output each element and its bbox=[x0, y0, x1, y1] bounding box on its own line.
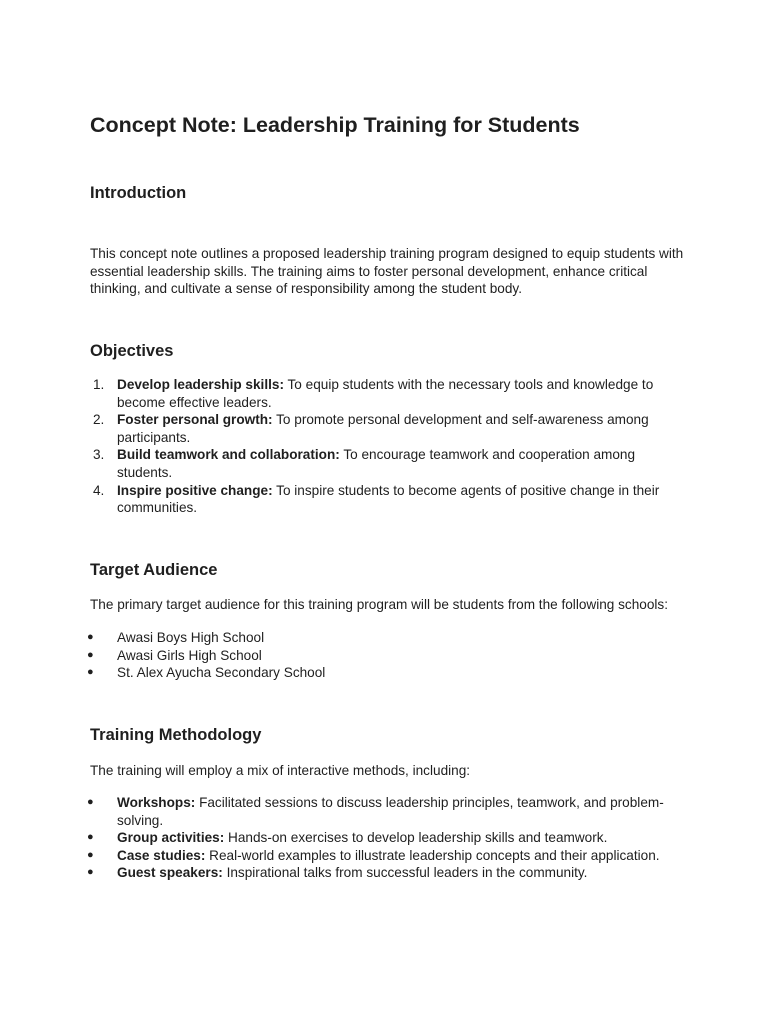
introduction-paragraph: This concept note outlines a proposed leadership training program designed to equip students with essential leadership skills. The training aims to foster personal development, enhance critical thinking, and cultivate a sense of responsibility among the student body. bbox=[90, 246, 684, 297]
method-text: Facilitated sessions to discuss leadership principles, teamwork, and problem-solving. bbox=[117, 795, 664, 828]
method-term: Guest speakers: bbox=[117, 865, 223, 881]
objective-term: Build teamwork and collaboration: bbox=[117, 447, 340, 463]
objective-item bbox=[90, 482, 690, 517]
methodology-item bbox=[87, 847, 690, 865]
objective-text: To equip students with the necessary tools and knowledge to become effective leaders. bbox=[117, 377, 654, 410]
methodology-list bbox=[87, 794, 690, 882]
objective-term: Develop leadership skills: bbox=[117, 377, 284, 392]
school-item bbox=[87, 629, 690, 647]
methodology-paragraph: The training will employ a mix of interactive methods, including: bbox=[90, 763, 471, 778]
methodology-item bbox=[87, 829, 690, 847]
method-term: Group activities: bbox=[117, 830, 225, 846]
bullet-icon: ● bbox=[87, 631, 94, 643]
objective-item bbox=[90, 376, 690, 411]
school-item bbox=[87, 664, 690, 682]
method-text: Real-world examples to illustrate leadership concepts and their application. bbox=[205, 847, 660, 863]
method-text: Inspirational talks from successful leaders in the community. bbox=[222, 865, 588, 881]
objective-item bbox=[90, 446, 690, 481]
school-name: Awasi Girls High School bbox=[117, 647, 262, 663]
bullet-icon: ● bbox=[87, 666, 94, 679]
target-audience-heading: Target Audience bbox=[90, 561, 218, 579]
objective-text: To promote personal development and self-awareness among participants. bbox=[117, 412, 649, 445]
school-item bbox=[87, 647, 690, 665]
objectives-list bbox=[90, 376, 690, 517]
bullet-icon: ● bbox=[87, 866, 94, 879]
bullet-icon: ● bbox=[87, 848, 94, 861]
bullet-icon: ● bbox=[87, 796, 94, 808]
introduction-heading: Introduction bbox=[90, 184, 187, 202]
list-number: 1. bbox=[93, 377, 105, 392]
bullet-icon: ● bbox=[87, 648, 94, 661]
method-term: Workshops: bbox=[117, 795, 196, 810]
methodology-item bbox=[87, 794, 690, 829]
schools-list bbox=[87, 629, 690, 682]
methodology-item bbox=[87, 864, 690, 882]
document-title: Concept Note: Leadership Training for Students bbox=[90, 113, 580, 137]
objectives-heading: Objectives bbox=[90, 342, 174, 360]
objective-text: To inspire students to become agents of positive change in their communities. bbox=[117, 482, 660, 516]
target-audience-paragraph: The primary target audience for this training program will be students from the following schools: bbox=[90, 597, 669, 612]
school-name: Awasi Boys High School bbox=[117, 630, 265, 645]
objective-item bbox=[90, 411, 690, 446]
objective-term: Inspire positive change: bbox=[117, 482, 273, 498]
objective-text: To encourage teamwork and cooperation among students. bbox=[117, 447, 636, 480]
bullet-icon: ● bbox=[87, 831, 94, 844]
methodology-heading: Training Methodology bbox=[90, 726, 262, 744]
method-text: Hands-on exercises to develop leadership skills and teamwork. bbox=[224, 830, 608, 846]
list-number: 2. bbox=[93, 412, 105, 428]
list-number: 3. bbox=[93, 447, 105, 463]
school-name: St. Alex Ayucha Secondary School bbox=[117, 665, 326, 681]
list-number: 4. bbox=[93, 482, 105, 498]
objective-term: Foster personal growth: bbox=[117, 412, 273, 428]
method-term: Case studies: bbox=[117, 847, 206, 863]
